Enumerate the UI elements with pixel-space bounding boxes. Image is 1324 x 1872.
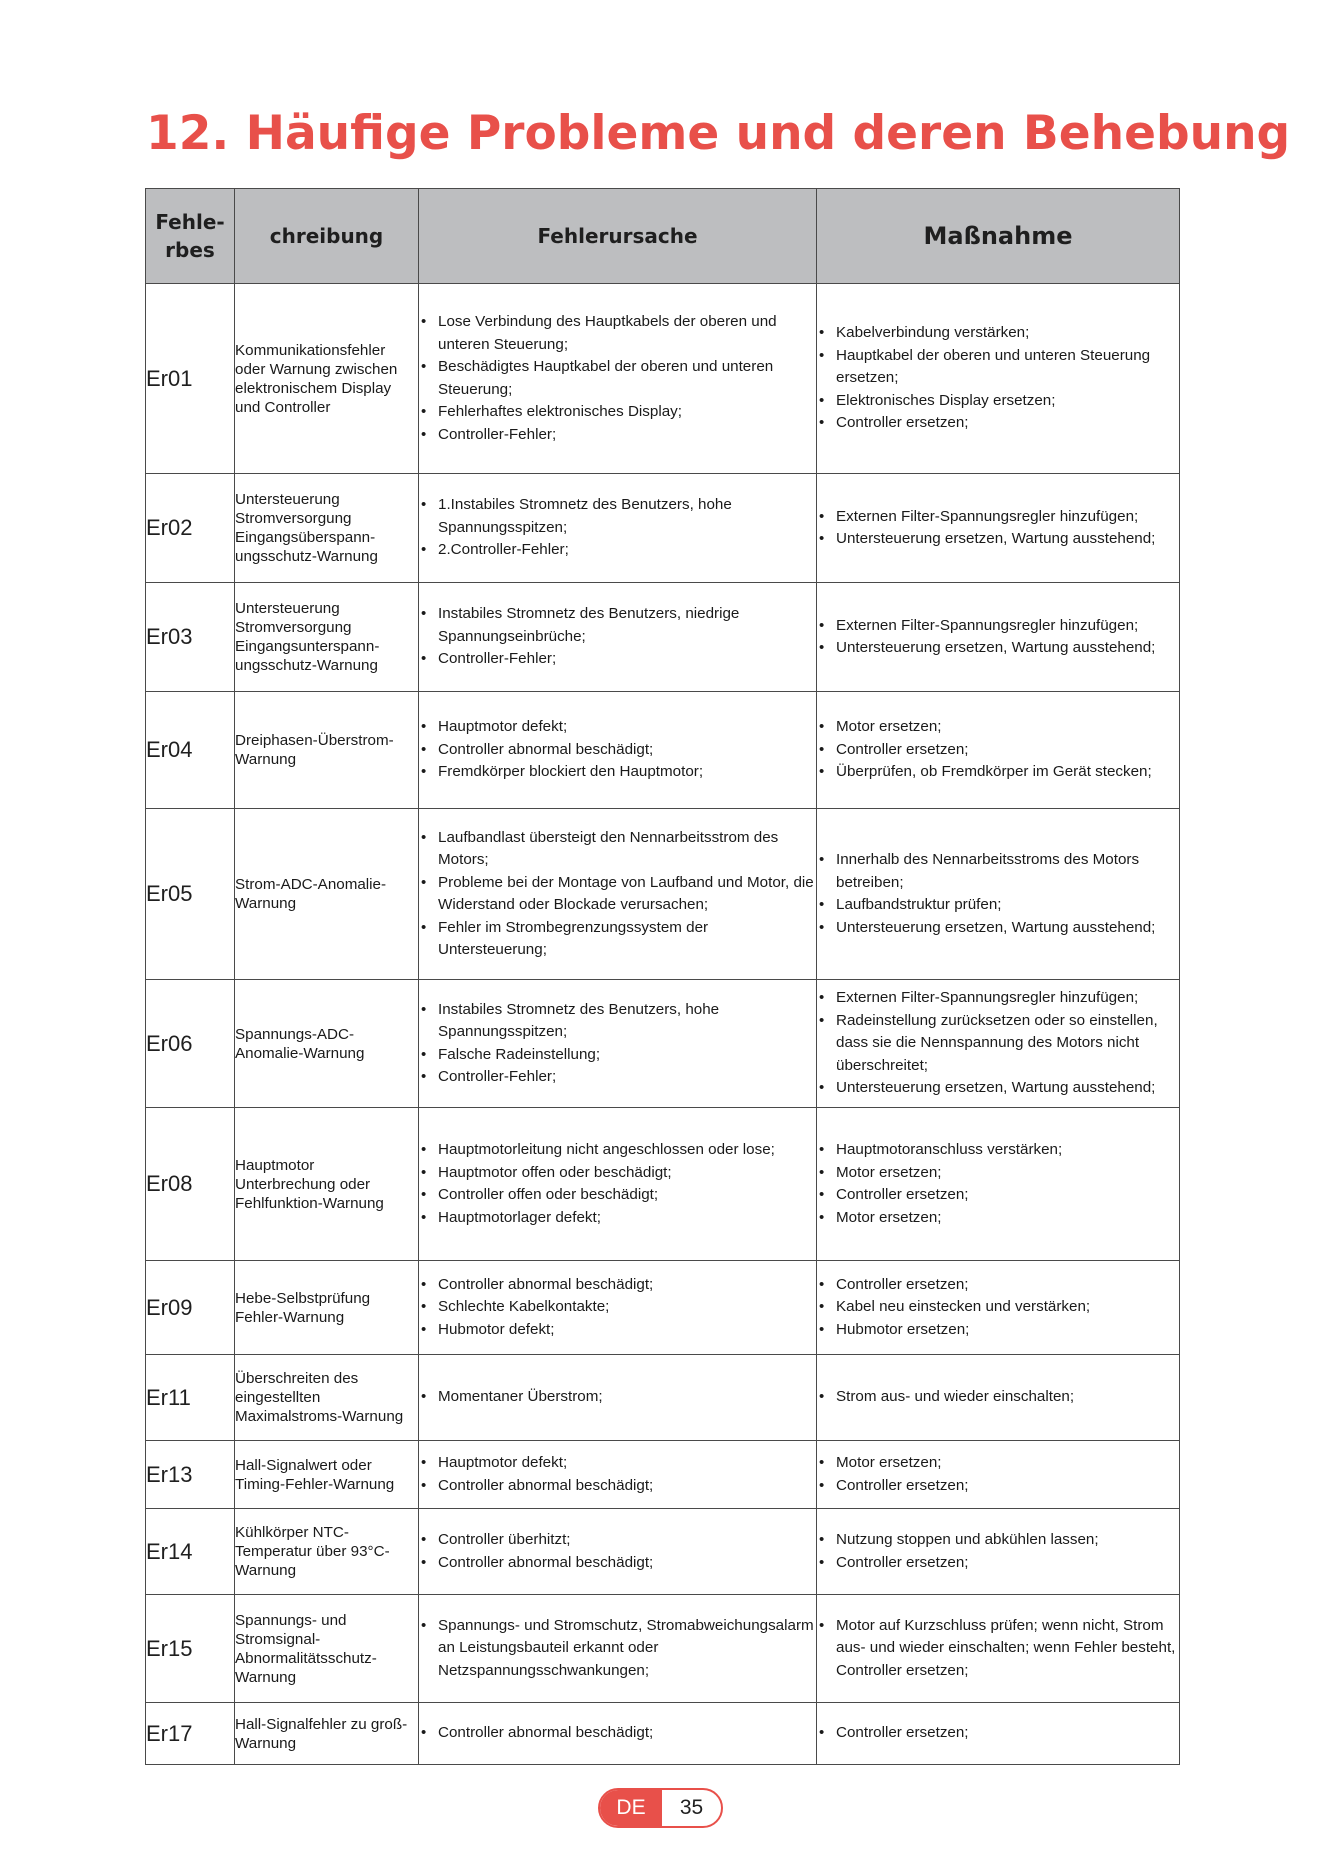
error-actions xyxy=(817,692,1180,809)
error-actions-list xyxy=(817,615,1179,660)
error-actions-list xyxy=(817,506,1179,551)
error-description: Hebe-Selbstprüfung Fehler-Warnung xyxy=(235,1261,419,1355)
cause-item: • Controller abnormal beschädigt; xyxy=(419,739,816,762)
action-item: • Controller ersetzen; xyxy=(817,1274,1179,1297)
cause-item: • Falsche Radeinstellung; xyxy=(419,1044,816,1067)
cause-item: • 1.Instabiles Stromnetz des Benutzers, hohe Spannungsspitzen; xyxy=(419,494,816,539)
cause-item: • Controller-Fehler; xyxy=(419,648,816,671)
header-cause: Fehlerursache xyxy=(419,189,817,284)
table-row xyxy=(146,1595,1180,1703)
action-item: • Motor ersetzen; xyxy=(817,1452,1179,1475)
cause-item: • Controller offen oder beschädigt; xyxy=(419,1184,816,1207)
error-code: Er14 xyxy=(146,1509,235,1595)
error-code: Er05 xyxy=(146,809,235,980)
language-label: DE xyxy=(600,1790,662,1826)
table-row xyxy=(146,284,1180,474)
error-description: Spannungs-ADC-Anomalie-Warnung xyxy=(235,980,419,1108)
header-action: Maßnahme xyxy=(817,189,1180,284)
error-actions xyxy=(817,1108,1180,1261)
cause-item: • Probleme bei der Montage von Laufband und Motor, die Widerstand oder Blockade verursachen; xyxy=(419,872,816,917)
page-number: 35 xyxy=(679,1796,704,1819)
error-code: Er02 xyxy=(146,474,235,583)
cause-item: • Hubmotor defekt; xyxy=(419,1319,816,1342)
table-row xyxy=(146,1355,1180,1441)
error-causes-list xyxy=(419,827,816,962)
header-description: chreibung xyxy=(235,189,419,284)
action-item: • Hubmotor ersetzen; xyxy=(817,1319,1179,1342)
page-number-badge xyxy=(598,1788,723,1828)
page-title: 12. Häufige Probleme und deren Behebung xyxy=(146,106,1291,161)
error-causes xyxy=(419,1509,817,1595)
error-actions xyxy=(817,1595,1180,1703)
error-code: Er01 xyxy=(146,284,235,474)
cause-item: • Hauptmotorlager defekt; xyxy=(419,1207,816,1230)
error-causes-list xyxy=(419,1529,816,1574)
action-item: • Überprüfen, ob Fremdkörper im Gerät stecken; xyxy=(817,761,1179,784)
cause-item: • Fehler im Strombegrenzungssystem der Untersteuerung; xyxy=(419,917,816,962)
error-causes-list xyxy=(419,1722,816,1745)
action-item: • Motor ersetzen; xyxy=(817,1207,1179,1230)
error-causes xyxy=(419,1355,817,1441)
error-causes-list xyxy=(419,494,816,562)
error-actions-list xyxy=(817,716,1179,784)
error-code: Er13 xyxy=(146,1441,235,1509)
error-causes xyxy=(419,284,817,474)
error-actions-list xyxy=(817,322,1179,435)
error-code: Er08 xyxy=(146,1108,235,1261)
action-item: • Untersteuerung ersetzen, Wartung ausstehend; xyxy=(817,917,1179,940)
error-code: Er11 xyxy=(146,1355,235,1441)
error-actions-list xyxy=(817,1529,1179,1574)
error-causes-list xyxy=(419,1139,816,1229)
error-description: Dreiphasen-Überstrom-Warnung xyxy=(235,692,419,809)
cause-item: • Schlechte Kabelkontakte; xyxy=(419,1296,816,1319)
action-item: • Controller ersetzen; xyxy=(817,412,1179,435)
cause-item: • Controller abnormal beschädigt; xyxy=(419,1552,816,1575)
error-description: Spannungs- und Stromsignal-Abnormalitätsschutz-Warnung xyxy=(235,1595,419,1703)
error-causes xyxy=(419,980,817,1108)
action-item: • Controller ersetzen; xyxy=(817,739,1179,762)
table-row xyxy=(146,809,1180,980)
cause-item: • Hauptmotor defekt; xyxy=(419,716,816,739)
cause-item: • Fremdkörper blockiert den Hauptmotor; xyxy=(419,761,816,784)
error-actions-list xyxy=(817,1139,1179,1229)
error-code: Er03 xyxy=(146,583,235,692)
table-row xyxy=(146,1441,1180,1509)
action-item: • Externen Filter-Spannungsregler hinzufügen; xyxy=(817,506,1179,529)
error-causes xyxy=(419,474,817,583)
error-table xyxy=(145,188,1180,1765)
error-causes-list xyxy=(419,1615,816,1683)
error-causes xyxy=(419,1703,817,1765)
cause-item: • Controller überhitzt; xyxy=(419,1529,816,1552)
action-item: • Kabelverbindung verstärken; xyxy=(817,322,1179,345)
error-causes-list xyxy=(419,1452,816,1497)
error-description: Kühlkörper NTC-Temperatur über 93°C-Warnung xyxy=(235,1509,419,1595)
action-item: • Externen Filter-Spannungsregler hinzufügen; xyxy=(817,987,1179,1010)
action-item: • Untersteuerung ersetzen, Wartung ausstehend; xyxy=(817,1077,1179,1100)
table-row xyxy=(146,583,1180,692)
cause-item: • Controller abnormal beschädigt; xyxy=(419,1475,816,1498)
action-item: • Hauptkabel der oberen und unteren Steuerung ersetzen; xyxy=(817,345,1179,390)
action-item: • Controller ersetzen; xyxy=(817,1184,1179,1207)
error-actions xyxy=(817,1509,1180,1595)
cause-item: • Hauptmotorleitung nicht angeschlossen oder lose; xyxy=(419,1139,816,1162)
action-item: • Hauptmotoranschluss verstärken; xyxy=(817,1139,1179,1162)
error-causes xyxy=(419,1595,817,1703)
error-causes-list xyxy=(419,1274,816,1342)
error-actions-list xyxy=(817,1452,1179,1497)
action-item: • Controller ersetzen; xyxy=(817,1722,1179,1745)
error-description: Untersteuerung Stromversorgung Eingangsüberspann-ungsschutz-Warnung xyxy=(235,474,419,583)
error-actions-list xyxy=(817,1615,1179,1683)
table-row xyxy=(146,980,1180,1108)
cause-item: • Spannungs- und Stromschutz, Stromabweichungsalarm an Leistungsbauteil erkannt oder Netzspannungsschwankungen; xyxy=(419,1615,816,1683)
error-causes-list xyxy=(419,999,816,1089)
header-error-code: Fehle- rbes xyxy=(146,189,235,284)
table-header-row xyxy=(146,189,1180,284)
error-causes xyxy=(419,1108,817,1261)
error-actions xyxy=(817,809,1180,980)
error-actions xyxy=(817,1703,1180,1765)
error-actions-list xyxy=(817,987,1179,1100)
error-code: Er04 xyxy=(146,692,235,809)
table-row xyxy=(146,1509,1180,1595)
error-causes xyxy=(419,1261,817,1355)
cause-item: • Hauptmotor defekt; xyxy=(419,1452,816,1475)
error-description: Kommunikationsfehler oder Warnung zwischen elektronischem Display und Controller xyxy=(235,284,419,474)
error-description: Strom-ADC-Anomalie-Warnung xyxy=(235,809,419,980)
action-item: • Externen Filter-Spannungsregler hinzufügen; xyxy=(817,615,1179,638)
cause-item: • Hauptmotor offen oder beschädigt; xyxy=(419,1162,816,1185)
error-actions xyxy=(817,474,1180,583)
action-item: • Laufbandstruktur prüfen; xyxy=(817,894,1179,917)
cause-item: • Beschädigtes Hauptkabel der oberen und unteren Steuerung; xyxy=(419,356,816,401)
error-actions xyxy=(817,1441,1180,1509)
error-actions-list xyxy=(817,1274,1179,1342)
action-item: • Elektronisches Display ersetzen; xyxy=(817,390,1179,413)
cause-item: • Lose Verbindung des Hauptkabels der oberen und unteren Steuerung; xyxy=(419,311,816,356)
error-code: Er09 xyxy=(146,1261,235,1355)
error-actions-list xyxy=(817,849,1179,939)
error-causes xyxy=(419,809,817,980)
cause-item: • Controller abnormal beschädigt; xyxy=(419,1274,816,1297)
action-item: • Untersteuerung ersetzen, Wartung ausstehend; xyxy=(817,528,1179,551)
action-item: • Untersteuerung ersetzen, Wartung ausstehend; xyxy=(817,637,1179,660)
action-item: • Radeinstellung zurücksetzen oder so einstellen, dass sie die Nennspannung des Motors nicht überschreitet; xyxy=(817,1010,1179,1078)
error-actions xyxy=(817,980,1180,1108)
action-item: • Strom aus- und wieder einschalten; xyxy=(817,1386,1179,1409)
action-item: • Motor ersetzen; xyxy=(817,716,1179,739)
action-item: • Motor auf Kurzschluss prüfen; wenn nicht, Strom aus- und wieder einschalten; wenn Fehler besteht, Controller ersetzen; xyxy=(817,1615,1179,1683)
table-row xyxy=(146,474,1180,583)
action-item: • Innerhalb des Nennarbeitsstroms des Motors betreiben; xyxy=(817,849,1179,894)
error-description: Hall-Signalfehler zu groß-Warnung xyxy=(235,1703,419,1765)
cause-item: • Instabiles Stromnetz des Benutzers, hohe Spannungsspitzen; xyxy=(419,999,816,1044)
cause-item: • Controller-Fehler; xyxy=(419,1066,816,1089)
error-actions-list xyxy=(817,1722,1179,1745)
error-description: Hall-Signalwert oder Timing-Fehler-Warnung xyxy=(235,1441,419,1509)
error-actions-list xyxy=(817,1386,1179,1409)
cause-item: • Laufbandlast übersteigt den Nennarbeitsstrom des Motors; xyxy=(419,827,816,872)
error-causes-list xyxy=(419,1386,816,1409)
cause-item: • Fehlerhaftes elektronisches Display; xyxy=(419,401,816,424)
action-item: • Kabel neu einstecken und verstärken; xyxy=(817,1296,1179,1319)
cause-item: • 2.Controller-Fehler; xyxy=(419,539,816,562)
error-causes-list xyxy=(419,603,816,671)
table-row xyxy=(146,692,1180,809)
cause-item: • Controller abnormal beschädigt; xyxy=(419,1722,816,1745)
error-code: Er15 xyxy=(146,1595,235,1703)
error-causes-list xyxy=(419,716,816,784)
action-item: • Controller ersetzen; xyxy=(817,1475,1179,1498)
table-row xyxy=(146,1703,1180,1765)
error-actions xyxy=(817,1355,1180,1441)
error-code: Er17 xyxy=(146,1703,235,1765)
error-causes xyxy=(419,583,817,692)
error-causes-list xyxy=(419,311,816,446)
action-item: • Motor ersetzen; xyxy=(817,1162,1179,1185)
error-description: Untersteuerung Stromversorgung Eingangsunterspann-ungsschutz-Warnung xyxy=(235,583,419,692)
error-causes xyxy=(419,692,817,809)
error-causes xyxy=(419,1441,817,1509)
table-row xyxy=(146,1108,1180,1261)
table-row xyxy=(146,1261,1180,1355)
cause-item: • Momentaner Überstrom; xyxy=(419,1386,816,1409)
error-actions xyxy=(817,284,1180,474)
action-item: • Controller ersetzen; xyxy=(817,1552,1179,1575)
cause-item: • Instabiles Stromnetz des Benutzers, niedrige Spannungseinbrüche; xyxy=(419,603,816,648)
error-actions xyxy=(817,583,1180,692)
error-code: Er06 xyxy=(146,980,235,1108)
action-item: • Nutzung stoppen und abkühlen lassen; xyxy=(817,1529,1179,1552)
cause-item: • Controller-Fehler; xyxy=(419,424,816,447)
error-actions xyxy=(817,1261,1180,1355)
error-description: Überschreiten des eingestellten Maximalstroms-Warnung xyxy=(235,1355,419,1441)
error-description: Hauptmotor Unterbrechung oder Fehlfunktion-Warnung xyxy=(235,1108,419,1261)
